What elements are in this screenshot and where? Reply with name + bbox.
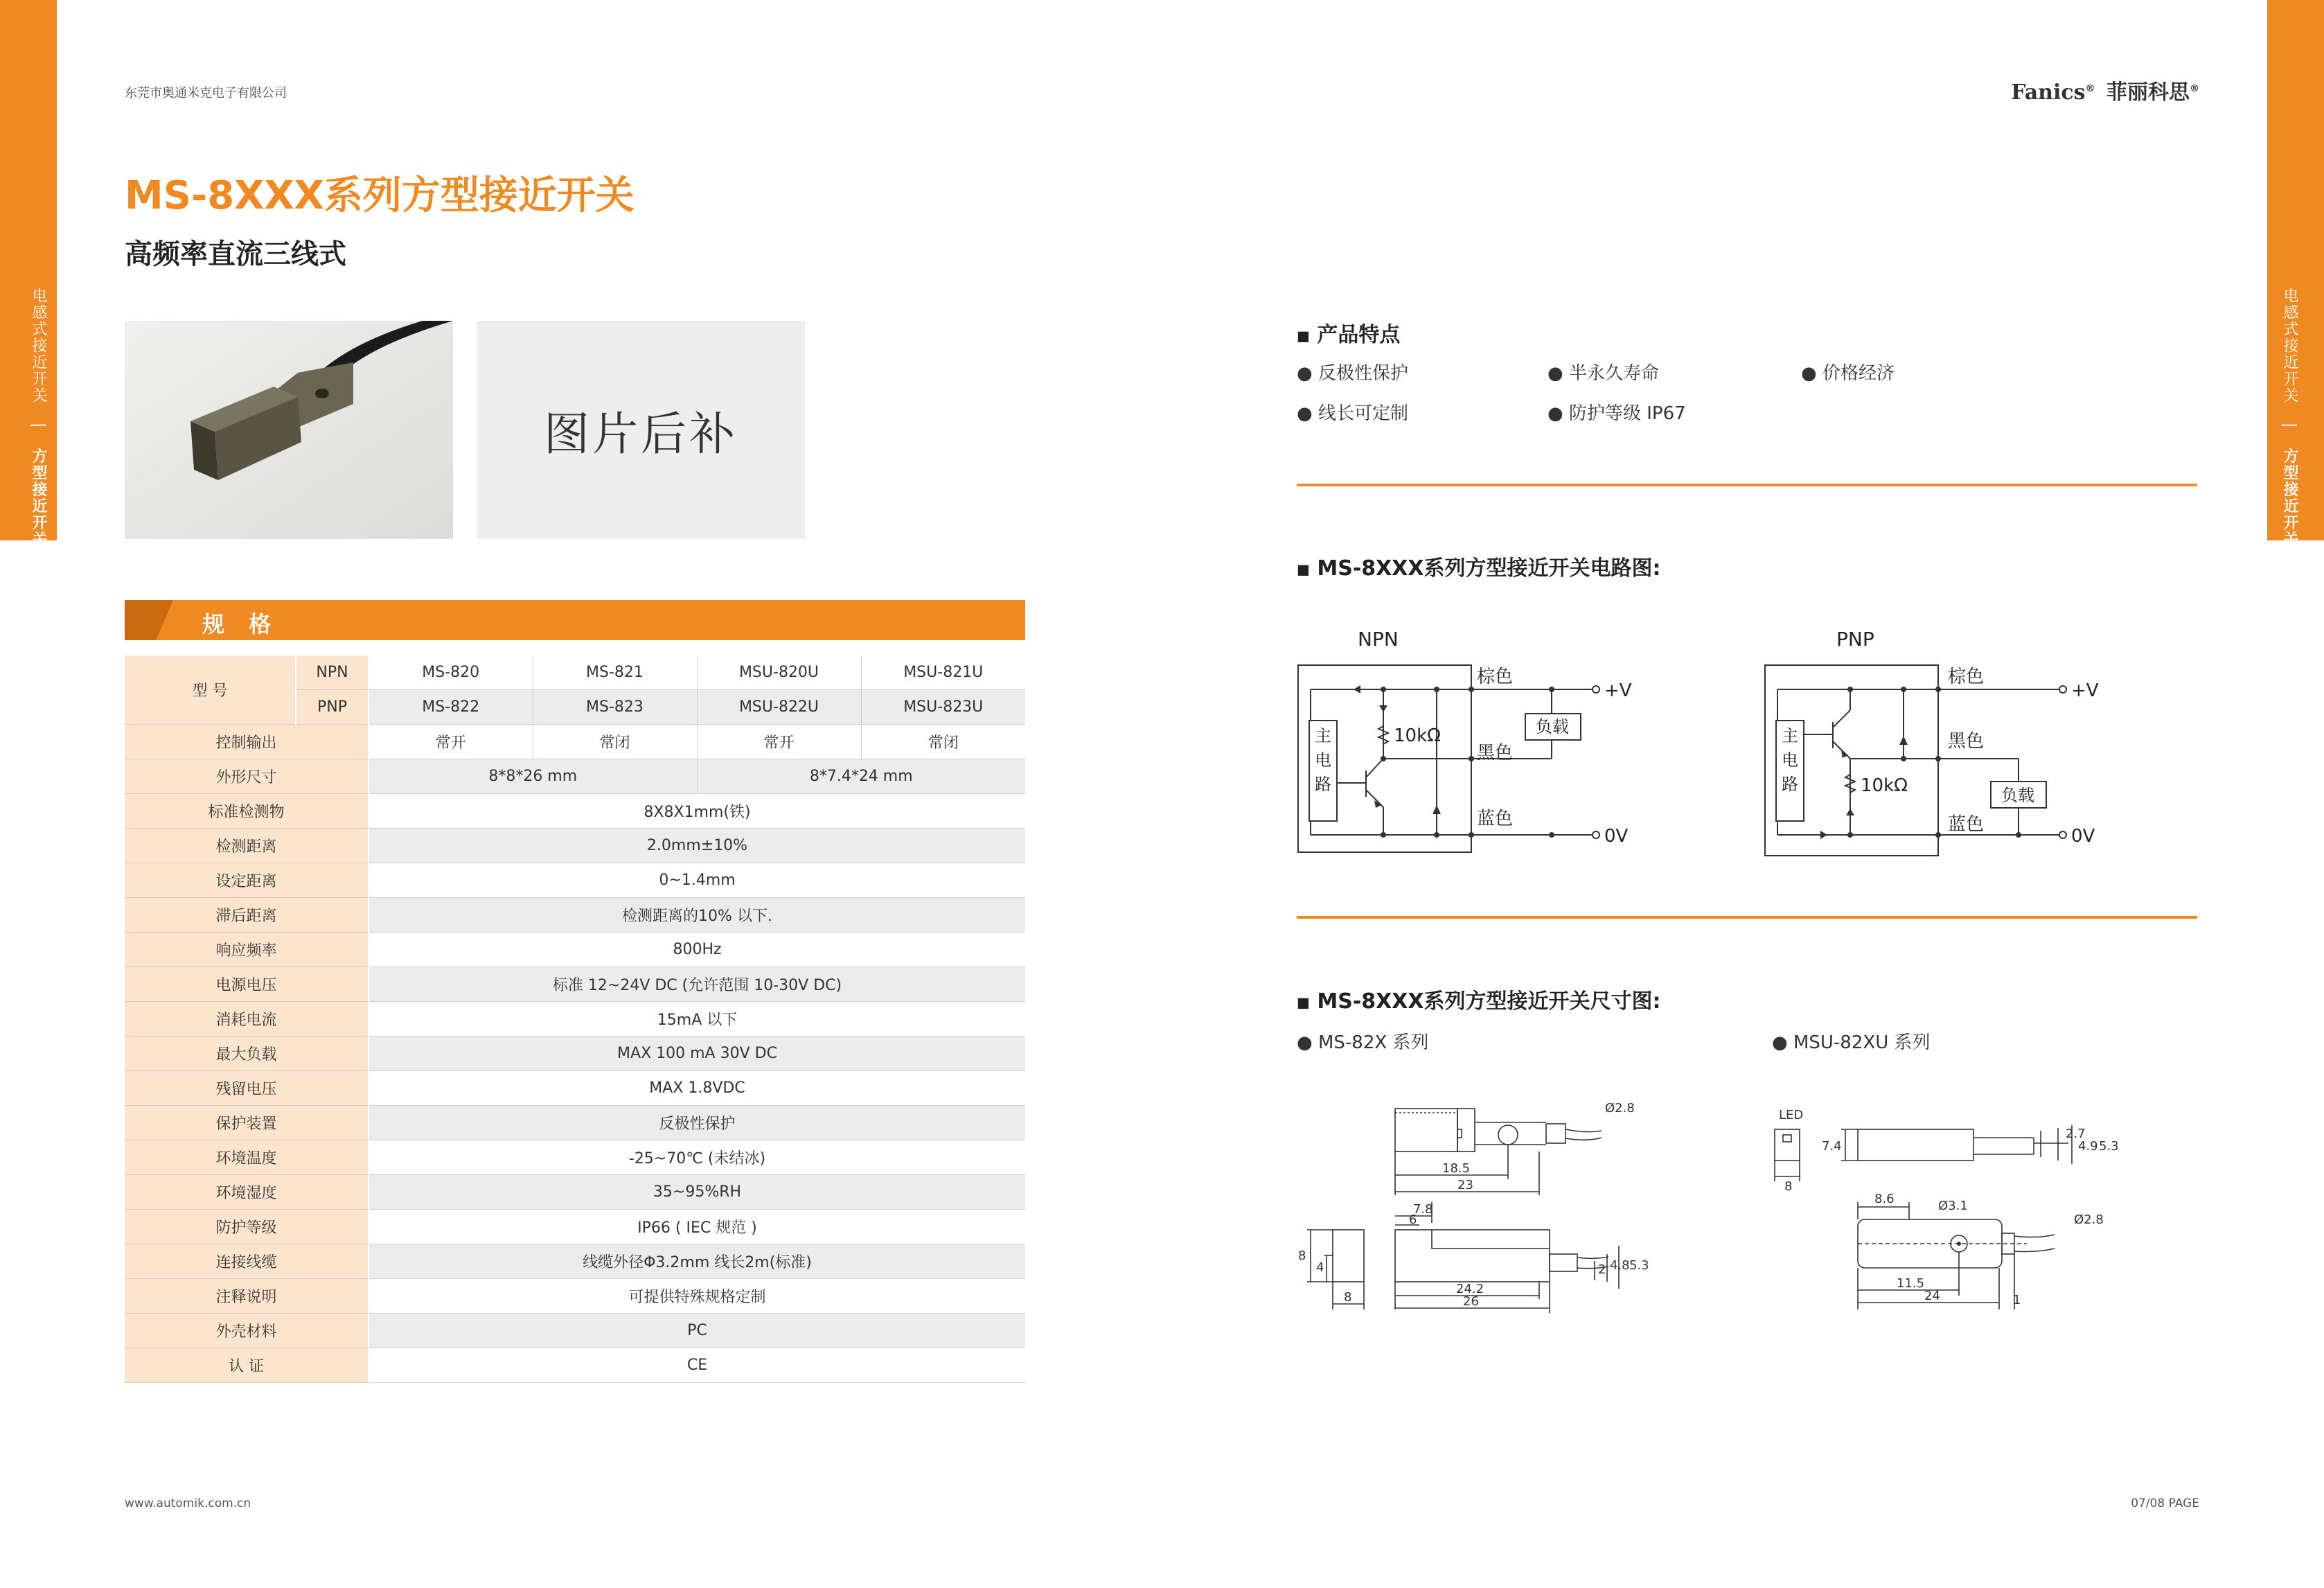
- table-cell: 常闭: [533, 725, 697, 759]
- main-circuit-char: 路: [1315, 775, 1331, 794]
- footer-url[interactable]: www.automik.com.cn: [125, 1497, 251, 1510]
- dimension-right-label-text: MSU-82XU 系列: [1793, 1032, 1931, 1053]
- table-row: [125, 1348, 1025, 1383]
- black-wire-label: 黑色: [1948, 731, 1985, 752]
- side-divider: |: [30, 423, 47, 430]
- npn-title: NPN: [1358, 628, 1399, 651]
- table-cell: 常开: [369, 725, 533, 759]
- led-label: LED: [1779, 1108, 1804, 1122]
- npn-label: NPN: [296, 655, 369, 690]
- table-cell: MSU-821U: [861, 655, 1025, 690]
- circuit-heading: [1297, 551, 1661, 581]
- main-circuit-char: 电: [1782, 750, 1798, 770]
- dim-label: 8: [1298, 1249, 1306, 1263]
- blue-wire-label: 蓝色: [1948, 814, 1985, 835]
- table-row: [125, 1279, 1025, 1314]
- brand-reg-2: ®: [2190, 83, 2199, 94]
- dim-label: 18.5: [1442, 1161, 1471, 1176]
- resistor-label: 10kΩ: [1394, 725, 1442, 746]
- row-label: 环境湿度: [125, 1175, 369, 1210]
- dim-label: 2: [1598, 1262, 1606, 1277]
- dim-label: Ø3.1: [1938, 1199, 1968, 1213]
- dimension-left-label: ● MS-82X 系列: [1297, 1032, 1429, 1053]
- square-bullet-icon: ■: [1297, 327, 1310, 344]
- table-cell: PC: [369, 1314, 1025, 1348]
- feature-text: 半永久寿命: [1568, 363, 1659, 384]
- dim-label: 4.9: [2078, 1139, 2098, 1154]
- feature-item: ● 半永久寿命: [1547, 363, 1659, 384]
- ms82x-dimension-drawing: [1297, 1088, 1657, 1316]
- dim-label: 4: [1316, 1260, 1324, 1275]
- feature-item: ● 线长可定制: [1297, 403, 1408, 424]
- table-cell: 标准 12~24V DC (允许范围 10-30V DC): [369, 967, 1025, 1002]
- msu82xu-dimension-drawing: [1764, 1088, 2152, 1316]
- row-label: 响应频率: [125, 933, 369, 967]
- brand-cn: 菲丽科思: [2106, 80, 2190, 105]
- feature-text: 价格经济: [1822, 363, 1895, 384]
- row-label: 外壳材料: [125, 1314, 369, 1348]
- table-cell: MS-821: [533, 655, 697, 690]
- table-row: [125, 1244, 1025, 1279]
- company-name: 东莞市奥通米克电子有限公司: [125, 86, 287, 100]
- table-row: [125, 1106, 1025, 1140]
- spec-heading: 规 格: [202, 611, 280, 637]
- brand-reg-1: ®: [2085, 83, 2095, 94]
- table-cell: 15mA 以下: [369, 1002, 1025, 1036]
- table-cell: 常开: [697, 725, 861, 759]
- table-row: [125, 829, 1025, 863]
- main-circuit-char: 主: [1782, 726, 1798, 746]
- table-row: [125, 967, 1025, 1002]
- dim-label: 7.4: [1822, 1139, 1842, 1154]
- table-cell: 可提供特殊规格定制: [369, 1279, 1025, 1314]
- dim-label: Ø2.8: [1605, 1101, 1635, 1115]
- dim-label: 7.8: [1413, 1202, 1433, 1217]
- dim-label: 23: [1457, 1178, 1473, 1192]
- heading-corner-icon: [125, 600, 173, 640]
- resistor-label: 10kΩ: [1861, 775, 1908, 796]
- row-label: 连接线缆: [125, 1244, 369, 1279]
- product-photo: [125, 321, 453, 539]
- table-row: [125, 655, 1025, 690]
- table-cell: 检测距离的10% 以下.: [369, 898, 1025, 933]
- features-heading-text: 产品特点: [1317, 323, 1401, 347]
- load-label: 负载: [2001, 786, 2034, 805]
- table-cell: 8X8X1mm(铁): [369, 794, 1025, 829]
- table-row: [125, 759, 1025, 794]
- side-current: 方型接近开关: [30, 448, 47, 548]
- table-row: [125, 1314, 1025, 1348]
- row-label: 消耗电流: [125, 1002, 369, 1036]
- main-circuit-char: 电: [1315, 750, 1331, 770]
- dim-label: 1: [2013, 1293, 2021, 1307]
- row-label: 防护等级: [125, 1210, 369, 1244]
- features-heading: [1297, 317, 2197, 348]
- dim-label: 5.3: [2099, 1139, 2119, 1154]
- row-label: 外形尺寸: [125, 759, 369, 794]
- table-row: [125, 725, 1025, 759]
- dim-label: 24.2: [1456, 1282, 1484, 1296]
- pnp-circuit-diagram: [1764, 624, 2124, 859]
- table-cell: 35~95%RH: [369, 1175, 1025, 1210]
- dimension-left-label-text: MS-82X 系列: [1318, 1032, 1429, 1053]
- row-label: 滞后距离: [125, 898, 369, 933]
- dim-label: 6: [1409, 1212, 1417, 1227]
- table-row: [125, 863, 1025, 898]
- table-row: [125, 1140, 1025, 1175]
- divider-2: [1297, 916, 2197, 919]
- table-cell: 800Hz: [369, 933, 1025, 967]
- model-label: 型 号: [125, 655, 296, 725]
- side-divider-right: |: [2281, 423, 2298, 430]
- dimension-heading-text: MS-8XXX系列方型接近开关尺寸图:: [1317, 989, 1661, 1014]
- feature-item: ● 价格经济: [1801, 363, 1895, 384]
- row-label: 最大负载: [125, 1036, 369, 1071]
- vplus-label: +V: [2071, 680, 2099, 701]
- table-cell: MSU-822U: [697, 690, 861, 725]
- right-side-tab: [2279, 288, 2300, 547]
- table-cell: MS-822: [369, 690, 533, 725]
- left-side-tab: [28, 288, 49, 547]
- load-label: 负载: [1536, 717, 1569, 736]
- table-row: [125, 1002, 1025, 1036]
- side-category: 电感式接近开关: [30, 288, 47, 404]
- black-wire-label: 黑色: [1477, 743, 1514, 764]
- square-bullet-icon: ■: [1297, 994, 1310, 1011]
- row-label: 标准检测物: [125, 794, 369, 829]
- table-cell: 0~1.4mm: [369, 863, 1025, 898]
- row-label: 残留电压: [125, 1071, 369, 1106]
- table-cell: 常闭: [861, 725, 1025, 759]
- feature-item: ● 防护等级 IP67: [1547, 403, 1686, 424]
- dim-label: 24: [1924, 1289, 1940, 1303]
- table-row: [125, 1071, 1025, 1106]
- blue-wire-label: 蓝色: [1477, 809, 1514, 829]
- circuit-heading-text: MS-8XXX系列方型接近开关电路图:: [1317, 556, 1661, 581]
- table-cell: -25~70℃ (未结冰): [369, 1140, 1025, 1175]
- pnp-title: PNP: [1836, 628, 1874, 651]
- row-label: 保护装置: [125, 1106, 369, 1140]
- side-category-right: 电感式接近开关: [2281, 288, 2298, 404]
- pnp-label: PNP: [296, 690, 369, 725]
- dim-label: 5.3: [1629, 1258, 1649, 1273]
- table-row: [125, 898, 1025, 933]
- table-row: [125, 1175, 1025, 1210]
- row-label: 认 证: [125, 1348, 369, 1383]
- brand-en: Fanics: [2011, 80, 2086, 105]
- feature-text: 反极性保护: [1318, 363, 1408, 384]
- row-label: 电源电压: [125, 967, 369, 1002]
- main-circuit-char: 主: [1315, 726, 1331, 746]
- table-cell: MSU-823U: [861, 690, 1025, 725]
- dim-label: 8.6: [1874, 1192, 1895, 1206]
- row-label: 控制输出: [125, 725, 369, 759]
- divider-1: [1297, 484, 2197, 486]
- brown-wire-label: 棕色: [1948, 667, 1985, 687]
- dim-label: 2.7: [2066, 1127, 2086, 1141]
- feature-text: 防护等级 IP67: [1568, 403, 1686, 424]
- spec-heading-bar: [125, 600, 1025, 640]
- feature-item: ● 反极性保护: [1297, 363, 1408, 384]
- brand-logo: [2011, 75, 2199, 105]
- features-section: [1297, 317, 2197, 424]
- table-cell: MAX 100 mA 30V DC: [369, 1036, 1025, 1071]
- table-cell: MSU-820U: [697, 655, 861, 690]
- table-cell: 8*7.4*24 mm: [697, 759, 1025, 794]
- table-cell: IP66 ( IEC 规范 ): [369, 1210, 1025, 1244]
- footer-page: 07/08 PAGE: [2131, 1497, 2199, 1510]
- dimension-right-label: ● MSU-82XU 系列: [1772, 1032, 1931, 1053]
- table-row: [125, 1036, 1025, 1071]
- table-row: [125, 933, 1025, 967]
- table-cell: 2.0mm±10%: [369, 829, 1025, 863]
- table-row: [125, 794, 1025, 829]
- table-cell: 反极性保护: [369, 1106, 1025, 1140]
- dim-label: 8: [1344, 1290, 1352, 1305]
- photo-placeholder: 图片后补: [477, 321, 805, 539]
- dim-label: 4.8: [1610, 1258, 1630, 1273]
- table-row: [125, 1210, 1025, 1244]
- page-subtitle: 高频率直流三线式: [125, 238, 346, 270]
- dim-label: 11.5: [1897, 1276, 1925, 1291]
- table-cell: MS-820: [369, 655, 533, 690]
- row-label: 检测距离: [125, 829, 369, 863]
- main-circuit-char: 路: [1782, 775, 1798, 794]
- row-label: 环境温度: [125, 1140, 369, 1175]
- page-title: MS-8XXX系列方型接近开关: [125, 173, 635, 218]
- dimension-heading: [1297, 984, 1661, 1014]
- zero-volt-label: 0V: [2071, 826, 2095, 847]
- row-label: 注释说明: [125, 1279, 369, 1314]
- row-label: 设定距离: [125, 863, 369, 898]
- table-cell: MS-823: [533, 690, 697, 725]
- dim-label: 26: [1463, 1294, 1479, 1309]
- dim-label: 8: [1784, 1179, 1793, 1194]
- vplus-label: +V: [1604, 680, 1632, 701]
- table-cell: 线缆外径Φ3.2mm 线长2m(标准): [369, 1244, 1025, 1279]
- zero-volt-label: 0V: [1604, 826, 1629, 847]
- spec-table: [125, 655, 1025, 1383]
- side-current-right: 方型接近开关: [2281, 448, 2298, 548]
- dim-label: Ø2.8: [2074, 1212, 2104, 1227]
- brown-wire-label: 棕色: [1477, 667, 1514, 687]
- table-cell: MAX 1.8VDC: [369, 1071, 1025, 1106]
- feature-text: 线长可定制: [1318, 403, 1408, 424]
- table-cell: 8*8*26 mm: [369, 759, 697, 794]
- square-bullet-icon: ■: [1297, 561, 1310, 578]
- npn-circuit-diagram: [1297, 624, 1657, 859]
- table-cell: CE: [369, 1348, 1025, 1383]
